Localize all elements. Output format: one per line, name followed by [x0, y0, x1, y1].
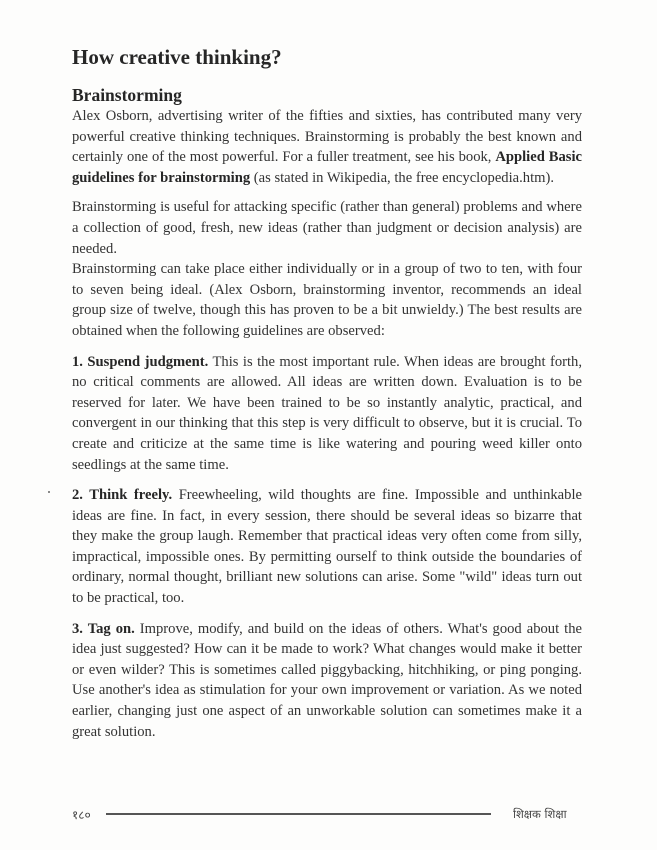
guideline-item: [72, 485, 582, 609]
intro-text-before: Alex Osborn, advertising writer of the fifties and sixties, has contributed many very powerful creative thinking techniques. Brainstorming is probably the best known and certainly one of the most powerful. For a fuller treatment, see his book,: [72, 108, 582, 166]
scan-speck: [48, 491, 50, 493]
section-heading: Brainstorming: [72, 85, 182, 105]
paragraph-group-size: Brainstorming can take place either individually or in a group of two to ten, with four to seven being ideal. (Alex Osborn, brainstorming inventor, recommends an ideal group size of twelve, though this has proven to be a bit unwieldy.) The best results are obtained when the following guidelines are observed:: [72, 261, 582, 339]
intro-paragraph: [72, 106, 582, 188]
guideline-text: Improve, modify, and build on the ideas of others. What's good about the idea just suggested? How can it be made to work? What changes would make it better or even wilder? This is sometimes called piggybacking, hitchhiking, or ping ponging. Use another's idea as stimulation for your own improvement or variation. As we noted earlier, changing just one aspect of an unworkable solution can sometimes make it a great solution.: [72, 620, 582, 740]
paragraph-usefulness: Brainstorming is useful for attacking specific (rather than general) problems and where a collection of good, fresh, new ideas (rather than judgment or decision analysis) are needed.: [72, 199, 582, 257]
page-title: How creative thinking?: [72, 45, 282, 69]
page-content: [72, 44, 582, 742]
guideline-label: 1. Suspend judgment.: [72, 353, 209, 370]
guideline-text: Freewheeling, wild thoughts are fine. Impossible and unthinkable ideas are fine. In fact, in every session, there should be several ideas so bizarre that they make the group laugh. Remember that practical ideas very often come from silly, impractical, impossible ones. By permitting ourself to think outside the boundaries of ordinary, normal thought, brilliant new solutions can arise. Some "wild" ideas turn out to be practical, too.: [72, 487, 582, 607]
guideline-label: 2. Think freely.: [72, 487, 173, 504]
page-number: १८०: [72, 807, 91, 822]
guideline-item: [72, 352, 582, 476]
book-title-bold: Applied Basic guidelines for brainstorming: [72, 149, 582, 186]
footer-rule: [106, 813, 491, 815]
page-footer: [72, 804, 582, 824]
guideline-text: This is the most important rule. When ideas are brought forth, no critical comments are allowed. All ideas are written down. Evaluation is to be reserved for later. We have been trained to be so instantly analytic, practical, and convergent in our thinking that this step is very difficult to observe, but it is crucial. To create and criticize at the same time is like watering and pouring weed killer onto seedlings at the same time.: [72, 353, 582, 473]
running-title: शिक्षक शिक्षा: [513, 806, 567, 821]
intro-text-after: (as stated in Wikipedia, the free encyclopedia.htm).: [250, 169, 554, 186]
guideline-label: 3. Tag on.: [72, 620, 135, 637]
guideline-item: [72, 619, 582, 743]
